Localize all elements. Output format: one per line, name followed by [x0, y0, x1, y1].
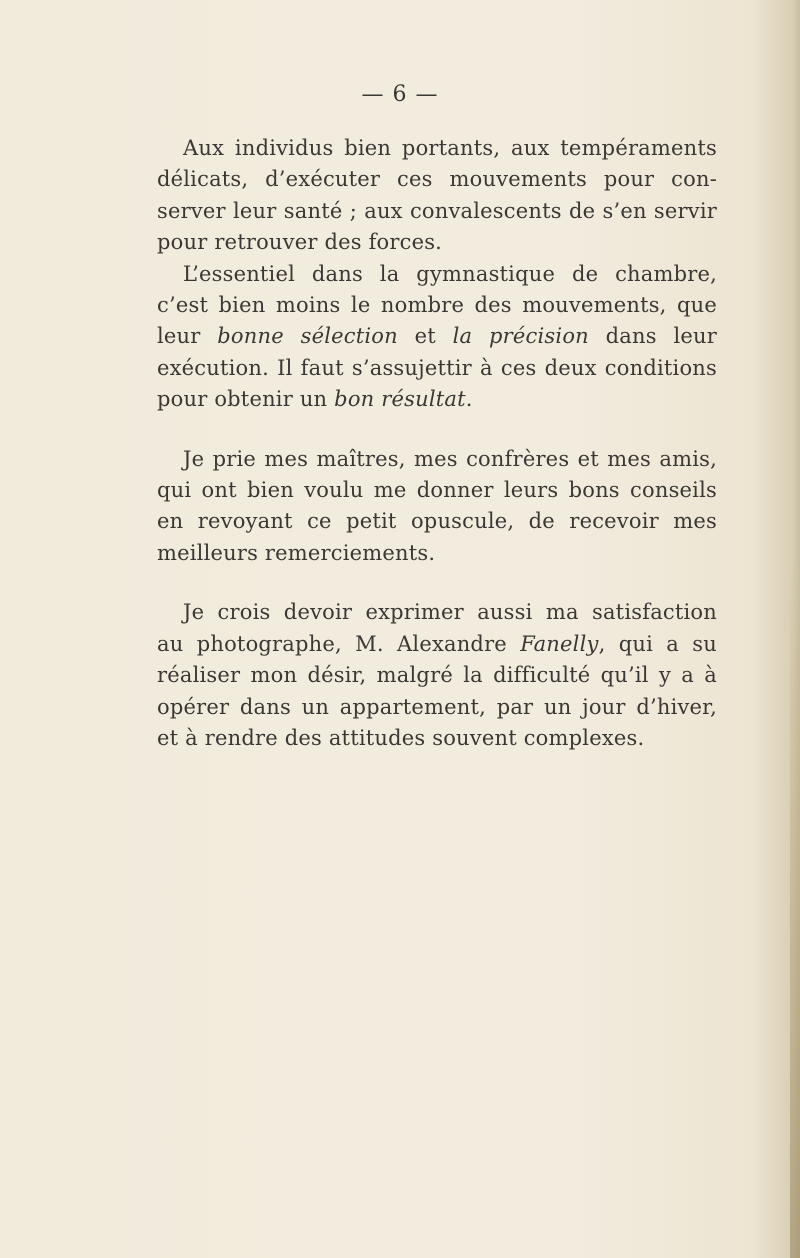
body-text	[157, 133, 717, 754]
text-line	[157, 384, 717, 415]
text-segment: dans leur	[588, 324, 717, 349]
text-line: meilleurs remerciements.	[157, 540, 436, 565]
text-line: réaliser mon désir, malgré la difficulté qu’il y a à	[157, 663, 717, 688]
text-line: c’est bien moins le nombre des mouvements, que	[157, 293, 717, 318]
text-line: et à rendre des attitudes souvent complexes.	[157, 725, 645, 750]
text-line: délicats, d’exécuter ces mouvements pour con-	[157, 167, 717, 192]
text-line: opérer dans un appartement, par un jour d’hiver,	[157, 694, 717, 719]
text-segment: et	[397, 324, 453, 349]
text-line	[157, 629, 717, 660]
paragraph-2	[157, 259, 717, 416]
text-segment: .	[465, 387, 473, 412]
text-line: en revoyant ce petit opuscule, de recevoir mes	[157, 509, 717, 534]
paragraph-3	[157, 444, 717, 570]
text-segment: leur	[157, 324, 218, 349]
paragraph-gap	[157, 416, 717, 444]
emphasis-bonne-selection: bonne sélection	[217, 324, 398, 349]
emphasis-bon-resultat: bon résultat	[334, 387, 466, 412]
paragraph-4	[157, 597, 717, 754]
text-line: qui ont bien voulu me donner leurs bons conseils	[157, 478, 717, 503]
page-edge-stain	[790, 560, 800, 1258]
text-segment: au photographe, M. Alexandre	[157, 631, 521, 656]
text-segment: , qui a su	[598, 631, 717, 656]
text-line	[157, 321, 717, 352]
text-line: pour retrouver des forces.	[157, 230, 443, 255]
emphasis-fanelly: Fanelly	[520, 631, 599, 656]
paragraph-1	[157, 133, 717, 259]
text-line: Je crois devoir exprimer aussi ma satisfaction	[183, 600, 717, 625]
text-line: exécution. Il faut s’assujettir à ces deux conditions	[157, 355, 717, 380]
text-line: L’essentiel dans la gymnastique de chambre,	[183, 261, 717, 286]
page-number: — 6 —	[361, 82, 439, 107]
paragraph-gap	[157, 569, 717, 597]
text-line: Je prie mes maîtres, mes confrères et mes amis,	[183, 446, 717, 471]
text-segment: pour obtenir un	[157, 387, 335, 412]
emphasis-la-precision: la précision	[452, 324, 589, 349]
text-line: server leur santé ; aux convalescents de s’en servir	[157, 198, 717, 223]
text-line: Aux individus bien portants, aux tempéraments	[183, 136, 717, 160]
